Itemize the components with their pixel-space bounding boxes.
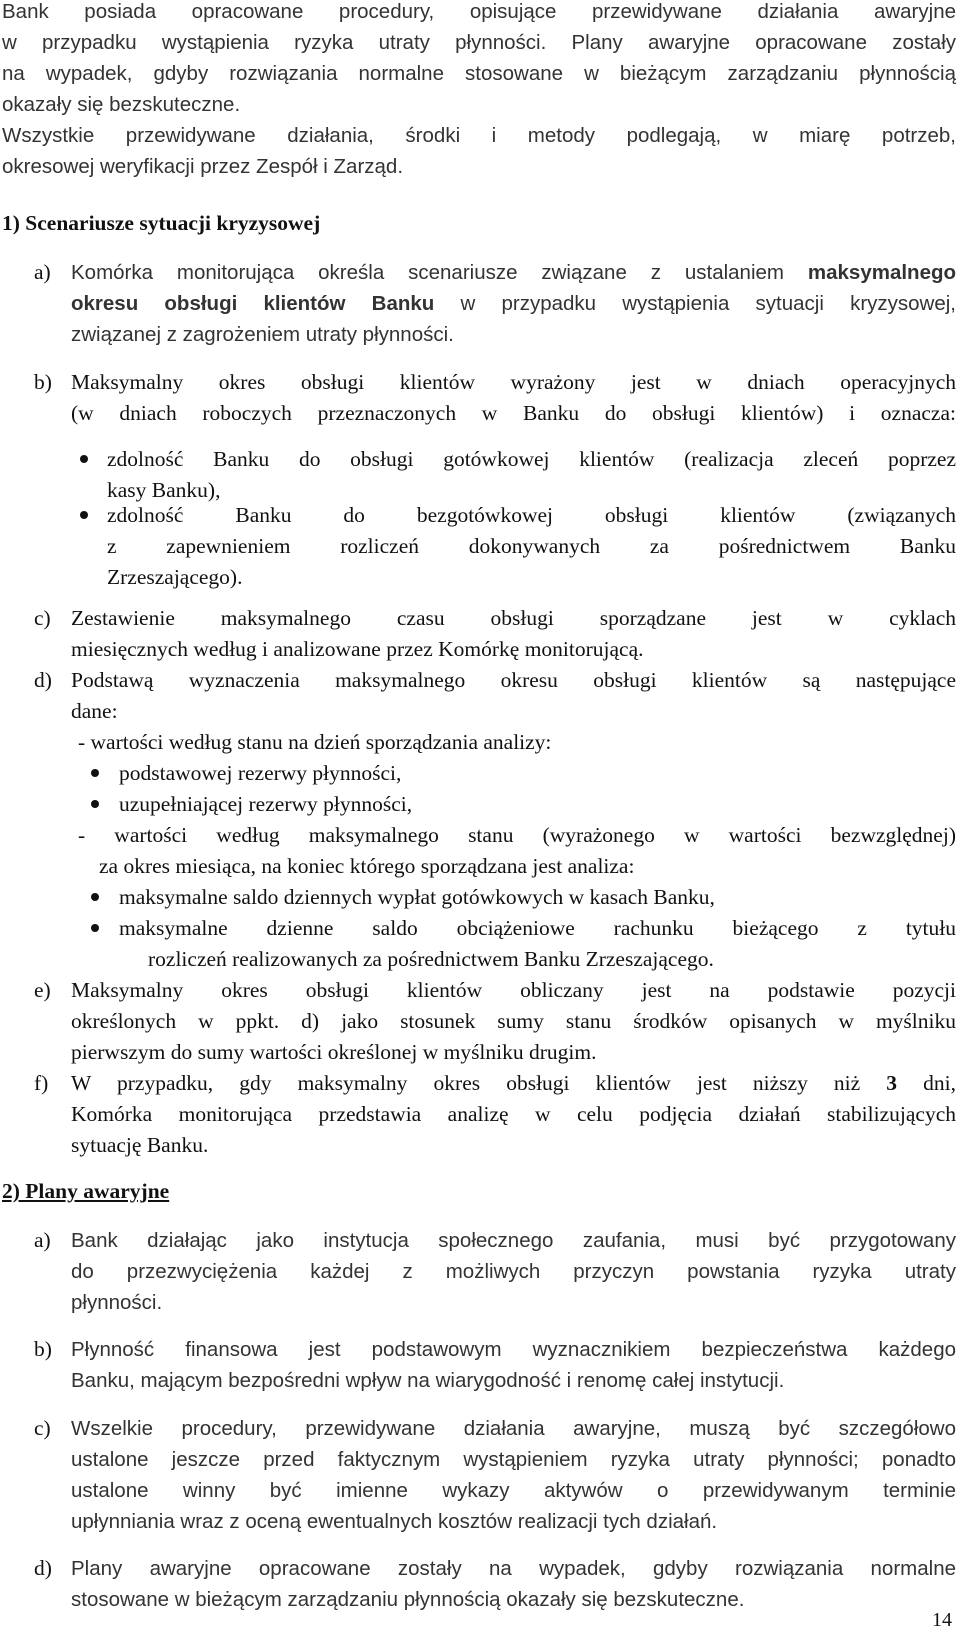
bullet-line: maksymalne saldo dziennych wypłat gotówkowych w kasach Banku, — [119, 885, 715, 909]
intro-line: Bank posiada opracowane procedury, opisujące przewidywane działania awaryjne — [2, 0, 956, 23]
paragraph-line: pierwszym do sumy wartości określonej w myślniku drugim. — [71, 1040, 597, 1064]
bullet-line: zdolność Banku do obsługi gotówkowej klientów (realizacja zleceń poprzez — [107, 447, 956, 471]
paragraph-line: ustalone winny być imienne wykazy aktywów o przewidywanym terminie — [71, 1479, 956, 1502]
paragraph-line: Płynność finansowa jest podstawowym wyznacznikiem bezpieczeństwa każdego — [71, 1338, 956, 1361]
intro-line: Wszystkie przewidywane działania, środki i metody podlegają, w miarę potrzeb, — [2, 124, 956, 147]
section-heading: 2) Plany awaryjne — [2, 1179, 170, 1203]
bullet-icon — [91, 893, 99, 901]
bullet-line: z zapewnieniem rozliczeń dokonywanych za pośrednictwem Banku — [107, 534, 956, 558]
bullet-line: maksymalne dzienne saldo obciążeniowe rachunku bieżącego z tytułu — [119, 916, 956, 940]
item-marker: c) — [34, 606, 51, 630]
bullet-icon — [80, 455, 88, 463]
paragraph-line: związanej z zagrożeniem utraty płynności. — [71, 323, 454, 346]
paragraph-line: Bank działając jako instytucja społecznego zaufania, musi być przygotowany — [71, 1229, 956, 1252]
bullet-icon — [91, 924, 99, 932]
item-marker: a) — [34, 260, 51, 284]
paragraph-line: Wszelkie procedury, przewidywane działania awaryjne, muszą być szczegółowo — [71, 1417, 956, 1440]
item-marker: f) — [34, 1071, 49, 1095]
bullet-icon — [80, 511, 88, 519]
dash-line: za okres miesiąca, na koniec którego sporządzana jest analiza: — [99, 854, 635, 878]
paragraph-line: Podstawą wyznaczenia maksymalnego okresu obsługi klientów są następujące — [71, 668, 956, 692]
text-span: W przypadku, gdy maksymalny okres obsługi klientów jest niższy niż — [71, 1071, 861, 1095]
page-number: 14 — [932, 1609, 952, 1631]
dash-line: - wartości według maksymalnego stanu (wyrażonego w wartości bezwzględnej) — [78, 823, 956, 847]
paragraph-line: Plany awaryjne opracowane zostały na wypadek, gdyby rozwiązania normalne — [71, 1557, 956, 1580]
text-span: dni, — [923, 1071, 957, 1095]
bold-text: okresu obsługi klientów Banku — [71, 292, 435, 315]
item-marker: d) — [34, 668, 52, 692]
paragraph-line: Zestawienie maksymalnego czasu obsługi sporządzane jest w cyklach — [71, 606, 956, 630]
paragraph-line: upłynniania wraz z oceną ewentualnych kosztów realizacji tych działań. — [71, 1510, 718, 1533]
intro-line: okazały się bezskuteczne. — [2, 93, 241, 116]
paragraph-line: dane: — [71, 699, 118, 723]
item-marker: a) — [34, 1228, 51, 1252]
paragraph-line: Maksymalny okres obsługi klientów wyrażony jest w dniach operacyjnych — [71, 370, 956, 394]
paragraph-line: do przezwyciężenia każdej z możliwych przyczyn powstania ryzyka utraty — [71, 1260, 956, 1283]
paragraph-line: ustalone jeszcze przed faktycznym wystąpieniem ryzyka utraty płynności; ponadto — [71, 1448, 956, 1471]
dash-line: - wartości według stanu na dzień sporządzania analizy: — [78, 730, 552, 754]
bullet-line: podstawowej rezerwy płynności, — [119, 761, 402, 785]
text-span: w przypadku wystąpienia sytuacji kryzysowej, — [460, 292, 957, 315]
paragraph-line: Maksymalny okres obsługi klientów obliczany jest na podstawie pozycji — [71, 978, 956, 1002]
paragraph-line: Banku, mającym bezpośredni wpływ na wiarygodność i renomę całej instytucji. — [71, 1369, 785, 1392]
paragraph-line — [71, 1068, 956, 1099]
paragraph-line: określonych w ppkt. d) jako stosunek sumy stanu środków opisanych w myślniku — [71, 1009, 956, 1033]
paragraph-line: stosowane w bieżącym zarządzaniu płynnością okazały się bezskuteczne. — [71, 1588, 745, 1611]
section-heading: 1) Scenariusze sytuacji kryzysowej — [2, 211, 321, 235]
bullet-line: uzupełniającej rezerwy płynności, — [119, 792, 413, 816]
intro-line: okresowej weryfikacji przez Zespół i Zarząd. — [2, 155, 404, 178]
item-marker: b) — [34, 1337, 52, 1361]
bullet-icon — [91, 769, 99, 777]
bold-text: maksymalnego — [807, 261, 957, 284]
item-marker: c) — [34, 1416, 51, 1440]
bold-text: 3 — [886, 1071, 898, 1095]
paragraph-line: sytuację Banku. — [71, 1133, 209, 1157]
bullet-line: kasy Banku), — [107, 478, 221, 502]
paragraph-line: Komórka monitorująca przedstawia analizę w celu podjęcia działań stabilizujących — [71, 1102, 956, 1126]
bullet-line: zdolność Banku do bezgotówkowej obsługi klientów (związanych — [107, 503, 956, 527]
paragraph-line: płynności. — [71, 1291, 163, 1314]
intro-line: w przypadku wystąpienia ryzyka utraty płynności. Plany awaryjne opracowane zostały — [2, 31, 956, 54]
item-marker: b) — [34, 370, 52, 394]
bullet-line: Zrzeszającego). — [107, 565, 243, 589]
text-span: Komórka monitorująca określa scenariusze związane z ustalaniem — [71, 261, 784, 284]
paragraph-line: miesięcznych według i analizowane przez Komórkę monitorującą. — [71, 637, 644, 661]
bullet-icon — [91, 800, 99, 808]
intro-line: na wypadek, gdyby rozwiązania normalne stosowane w bieżącym zarządzaniu płynnością — [2, 62, 956, 85]
paragraph-line: (w dniach roboczych przeznaczonych w Banku do obsługi klientów) i oznacza: — [71, 401, 956, 425]
item-marker: d) — [34, 1556, 52, 1580]
paragraph-line — [71, 257, 956, 288]
paragraph-line — [71, 288, 956, 319]
item-marker: e) — [34, 978, 51, 1002]
bullet-line: rozliczeń realizowanych za pośrednictwem Banku Zrzeszającego. — [148, 947, 714, 971]
